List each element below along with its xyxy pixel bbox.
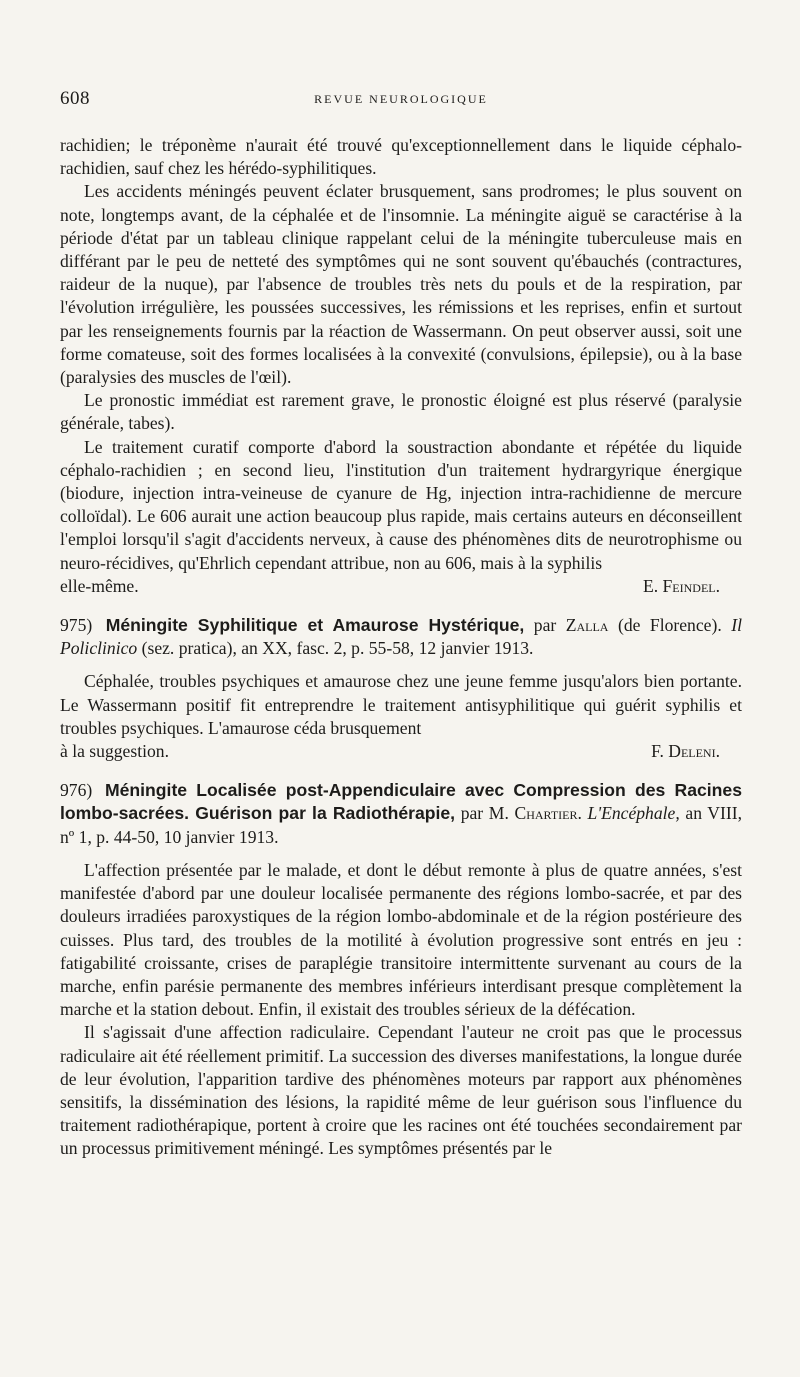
entry-author: Zalla: [565, 615, 609, 636]
entry-location: (de Florence).: [617, 615, 722, 636]
entry-citation: an VIII, nº 1, p. 44-50, 10 janvier 1913.: [60, 803, 742, 847]
abstract-paragraph: Il s'agissait d'une affection radiculaire. Cependant l'auteur ne croit pas que le processus radiculaire ait été réellement primitif. La succession des diverses manifestations, la longue durée de leur évolution, l'apparition tardive des phénomènes moteurs par rapport aux phénomènes sensitifs, la dissémination des lésions, la rapidité même de leur guérison sous l'influence du traitement radiothérapique, portent à croire que les racines ont été touchées secondairement par un processus primitivement méningé. Les symptômes présentés par le: [60, 1022, 742, 1159]
abstract-last-text: à la suggestion.: [60, 741, 169, 762]
entry-number: 976): [60, 780, 93, 801]
entry-975-abstract: [60, 670, 742, 763]
entry-source: Il Policlinico: [60, 615, 742, 659]
page: [60, 88, 742, 1161]
continuation-paragraph: Le traitement curatif comporte d'abord la soustraction abondante et répétée du liquide céphalo-rachidien ; en second lieu, l'institution d'un traitement hydrargyrique énergique (biodure, injection intra-veineuse de cyanure de Hg, injection intra-rachidienne de mercure colloïdal). Le 606 aurait une action beaucoup plus rapide, mais certains auteurs en déconseillent l'emploi lorsqu'il s'agit d'accidents nerveux, à cause des phénomènes dits de neurotrophisme ou neuro-récidives, qu'Ehrlich cependant attribue, non au 606, mais à la syphilis: [60, 436, 742, 573]
entry-source: L'Encéphale,: [587, 803, 680, 824]
entry-citation: (sez. pratica), an XX, fasc. 2, p. 55-58, 12 janvier 1913.: [141, 638, 534, 659]
entry-976-heading: [60, 779, 742, 849]
running-head: [60, 88, 742, 114]
abstract-last-line: [60, 740, 742, 763]
continuation-paragraph: Les accidents méningés peuvent éclater brusquement, sans prodromes; le plus souvent on note, longtemps avant, de la céphalée et de l'insomnie. La méningite aiguë se caractérise à la période d'état par un tableau clinique rappelant celui de la méningite tuberculeuse mais en différant par le peu de netteté des symptômes qui ne sont souvent qu'ébauchés (contractures, raideur de la nuque), par l'absence de troubles très nets du pouls et de la respiration, par l'évolution irrégulière, les poussées successives, les rémissions et les reprises, enfin et surtout par les renseignements fournis par la réaction de Wassermann. On peut observer aussi, soit une forme comateuse, soit des formes localisées à la convexité (convulsions, épilepsie), ou à la base (paralysies des muscles de l'œil).: [60, 181, 742, 388]
page-number: 608: [60, 88, 90, 109]
entry-author: Chartier.: [514, 803, 582, 824]
reviewer-signature: F. Deleni.: [651, 741, 720, 762]
entry-title: Méningite Localisée post-Appendiculaire avec Compression des Racines lombo-sacrées. Guérison par la Radiothérapie,: [60, 780, 742, 824]
entry-975-heading: [60, 614, 742, 660]
abstract-paragraph: L'affection présentée par le malade, et dont le début remonte à plus de quatre années, s'est manifestée d'abord par une douleur localisée permanente des régions lombo-sacrée, et par des douleurs irradiées paroxystiques de la région lombo-abdominale et de la région postérieure des cuisses. Plus tard, des troubles de la motilité à évolution progressive sont entrés en jeu : fatigabilité croissante, crises de paraplégie transitoire intermittente survenant au cours de la marche, enfin parésie permanente des membres inférieurs interdisant presque complètement la marche et la station debout. Enfin, il existait des troubles sérieux de la défécation.: [60, 859, 742, 1020]
abstract-paragraph: Céphalée, troubles psychiques et amaurose chez une jeune femme jusqu'alors bien portante. Le Wassermann positif fit entreprendre le traitement antisyphilitique qui guérit syphilis et troubles psychiques. L'amaurose céda brusquement: [60, 671, 742, 738]
continuation-last-text: elle-même.: [60, 575, 139, 596]
continuation-paragraph: Le pronostic immédiat est rarement grave, le pronostic éloigné est plus réservé (paralysie générale, tabes).: [60, 390, 742, 434]
continuation-last-line: [60, 575, 742, 598]
entry-author-prefix: par M.: [460, 803, 509, 824]
continuation-paragraph: rachidien; le tréponème n'aurait été trouvé qu'exceptionnellement dans le liquide céphalo-rachidien, sauf chez les hérédo-syphilitiques.: [60, 135, 742, 179]
entry-title: Méningite Syphilitique et Amaurose Hystérique,: [105, 615, 525, 636]
reviewer-signature: E. Feindel.: [642, 575, 720, 596]
journal-title: REVUE NEUROLOGIQUE: [314, 92, 488, 106]
entry-976-abstract: [60, 859, 742, 1161]
entry-number: 975): [60, 615, 93, 636]
entry-author-prefix: par: [533, 615, 557, 636]
